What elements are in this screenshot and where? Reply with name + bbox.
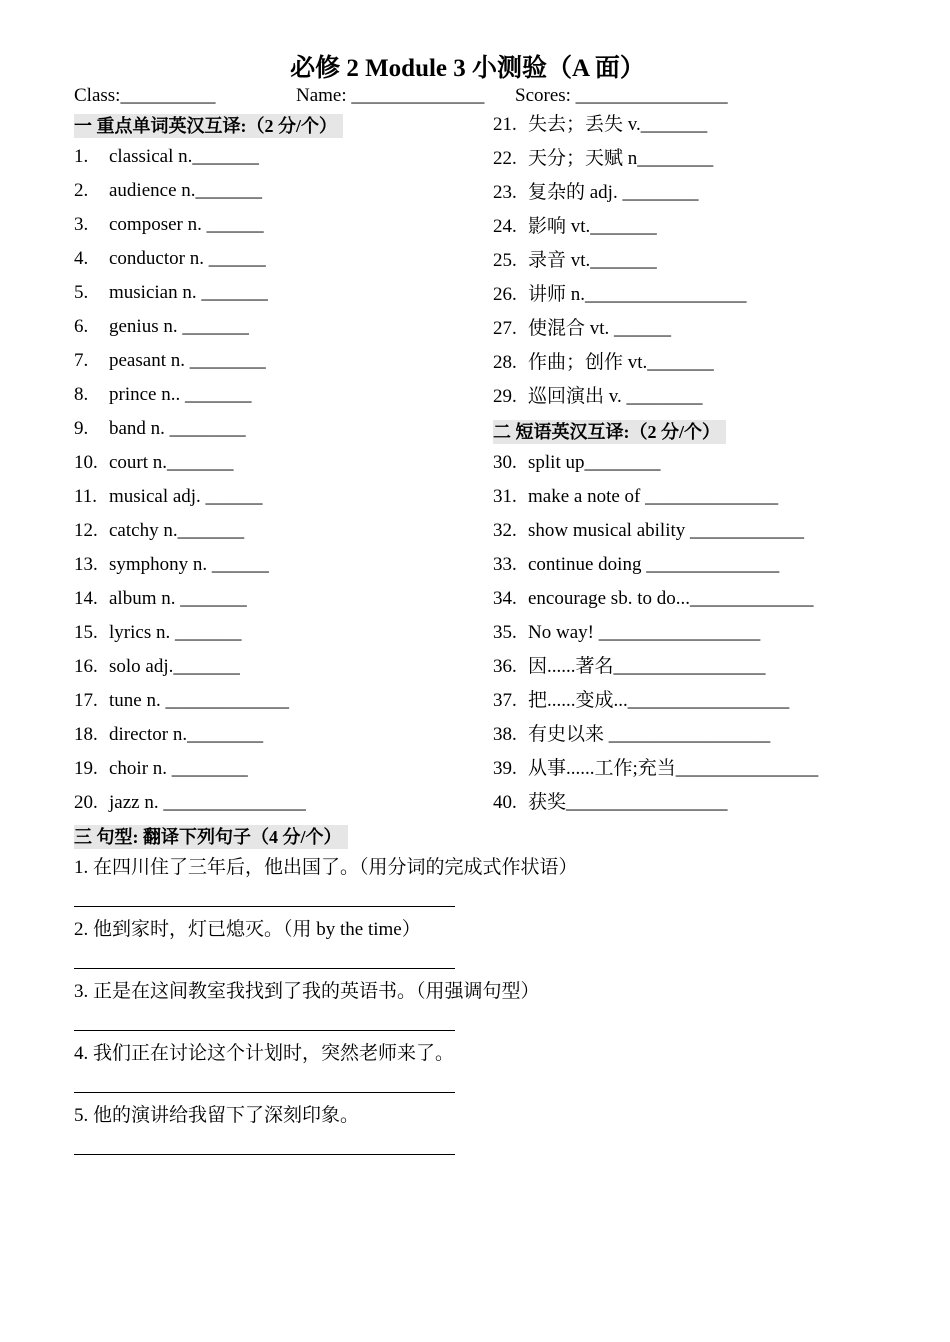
answer-line[interactable] — [74, 906, 455, 907]
answer-line[interactable] — [74, 1154, 455, 1155]
class-field[interactable]: Class:__________ — [74, 85, 216, 106]
translation-prompt: 5. 他的演讲给我留下了深刻印象。 — [74, 1105, 360, 1126]
scores-field[interactable]: Scores: ________________ — [515, 85, 728, 106]
name-field[interactable]: Name: ______________ — [296, 85, 485, 106]
answer-line[interactable] — [74, 1092, 455, 1093]
translation-prompt: 2. 他到家时，灯已熄灭。（用 by the time） — [74, 919, 421, 940]
section1-heading: 一 重点单词英汉互译:（2 分/个） — [74, 114, 343, 138]
section2-heading: 二 短语英汉互译:（2 分/个） — [493, 420, 726, 444]
translation-prompt: 3. 正是在这间教室我找到了我的英语书。（用强调句型） — [74, 981, 540, 1002]
page-title: 必修 2 Module 3 小测验（A 面） — [290, 55, 645, 82]
section3-heading: 三 句型: 翻译下列句子（4 分/个） — [74, 825, 348, 849]
translation-prompt: 1. 在四川住了三年后，他出国了。（用分词的完成式作状语） — [74, 857, 578, 878]
translation-prompt: 4. 我们正在讨论这个计划时，突然老师来了。 — [74, 1043, 455, 1064]
answer-line[interactable] — [74, 1030, 455, 1031]
answer-line[interactable] — [74, 968, 455, 969]
